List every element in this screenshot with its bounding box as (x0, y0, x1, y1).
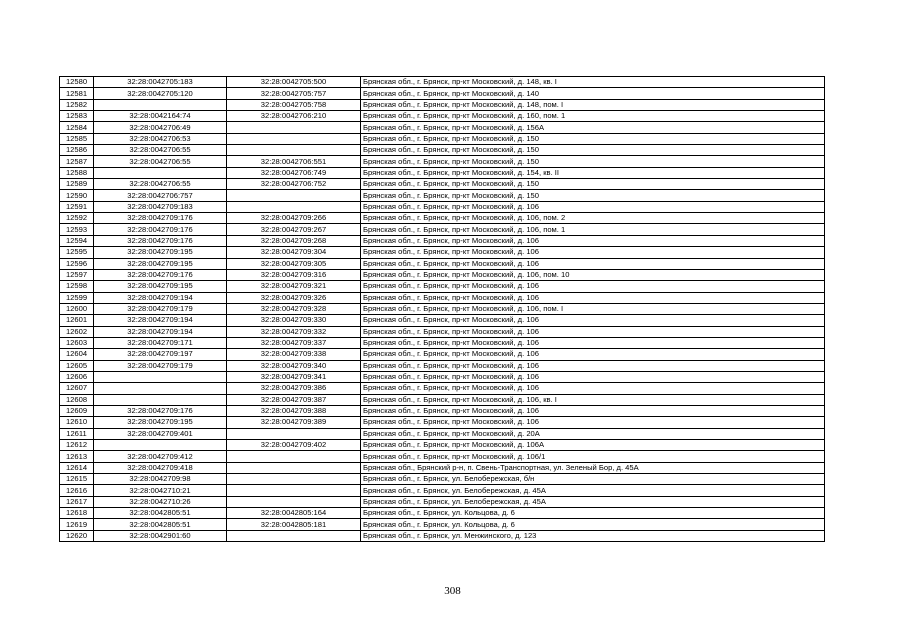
parcel-number-cell: 32:28:0042709:194 (94, 292, 227, 303)
row-number-cell: 12580 (60, 77, 94, 88)
object-number-cell: 32:28:0042709:267 (227, 224, 361, 235)
parcel-number-cell: 32:28:0042709:418 (94, 462, 227, 473)
parcel-number-cell (94, 394, 227, 405)
table-row (60, 292, 825, 303)
object-number-cell: 32:28:0042709:266 (227, 213, 361, 224)
object-number-cell: 32:28:0042705:758 (227, 99, 361, 110)
object-number-cell: 32:28:0042709:332 (227, 326, 361, 337)
table-row (60, 303, 825, 314)
row-number-cell: 12613 (60, 451, 94, 462)
address-cell: Брянская обл., г. Брянск, пр-кт Московский, д. 106 (361, 337, 825, 348)
object-number-cell: 32:28:0042709:341 (227, 371, 361, 382)
object-number-cell: 32:28:0042805:164 (227, 508, 361, 519)
row-number-cell: 12618 (60, 508, 94, 519)
address-cell: Брянская обл., г. Брянск, пр-кт Московский, д. 150 (361, 190, 825, 201)
address-cell: Брянская обл., г. Брянск, пр-кт Московский, д. 106А (361, 440, 825, 451)
parcel-number-cell: 32:28:0042710:26 (94, 496, 227, 507)
parcel-number-cell: 32:28:0042709:195 (94, 281, 227, 292)
object-number-cell: 32:28:0042706:210 (227, 111, 361, 122)
address-cell: Брянская обл., г. Брянск, пр-кт Московский, д. 160, пом. 1 (361, 111, 825, 122)
row-number-cell: 12620 (60, 530, 94, 541)
table-row (60, 269, 825, 280)
object-number-cell: 32:28:0042709:387 (227, 394, 361, 405)
parcel-number-cell: 32:28:0042709:401 (94, 428, 227, 439)
row-number-cell: 12584 (60, 122, 94, 133)
row-number-cell: 12596 (60, 258, 94, 269)
object-number-cell (227, 133, 361, 144)
parcel-number-cell: 32:28:0042709:195 (94, 417, 227, 428)
parcel-number-cell: 32:28:0042709:176 (94, 269, 227, 280)
object-number-cell: 32:28:0042709:340 (227, 360, 361, 371)
row-number-cell: 12610 (60, 417, 94, 428)
parcel-number-cell: 32:28:0042706:55 (94, 156, 227, 167)
object-number-cell: 32:28:0042709:326 (227, 292, 361, 303)
parcel-number-cell: 32:28:0042710:21 (94, 485, 227, 496)
parcel-number-cell: 32:28:0042706:49 (94, 122, 227, 133)
address-cell: Брянская обл., г. Брянск, пр-кт Московский, д. 106, пом. 1 (361, 224, 825, 235)
address-cell: Брянская обл., г. Брянск, пр-кт Московский, д. 106 (361, 235, 825, 246)
parcel-number-cell: 32:28:0042709:195 (94, 258, 227, 269)
parcel-number-cell: 32:28:0042706:55 (94, 179, 227, 190)
table-row (60, 190, 825, 201)
address-cell: Брянская обл., г. Брянск, пр-кт Московский, д. 106 (361, 405, 825, 416)
parcel-number-cell: 32:28:0042709:412 (94, 451, 227, 462)
address-cell: Брянская обл., г. Брянск, пр-кт Московский, д. 106 (361, 315, 825, 326)
address-cell: Брянская обл., г. Брянск, пр-кт Московский, д. 106, кв. I (361, 394, 825, 405)
row-number-cell: 12604 (60, 349, 94, 360)
parcel-number-cell: 32:28:0042709:176 (94, 235, 227, 246)
address-cell: Брянская обл., г. Брянск, пр-кт Московский, д. 106, пом. 10 (361, 269, 825, 280)
table-row (60, 349, 825, 360)
object-number-cell (227, 474, 361, 485)
address-cell: Брянская обл., г. Брянск, пр-кт Московский, д. 106, пом. 2 (361, 213, 825, 224)
parcel-number-cell: 32:28:0042709:171 (94, 337, 227, 348)
row-number-cell: 12592 (60, 213, 94, 224)
table-row (60, 179, 825, 190)
object-number-cell: 32:28:0042709:305 (227, 258, 361, 269)
row-number-cell: 12606 (60, 371, 94, 382)
object-number-cell (227, 485, 361, 496)
row-number-cell: 12590 (60, 190, 94, 201)
row-number-cell: 12616 (60, 485, 94, 496)
table-row (60, 224, 825, 235)
address-cell: Брянская обл., г. Брянск, пр-кт Московский, д. 106 (361, 360, 825, 371)
table-row (60, 77, 825, 88)
parcel-number-cell: 32:28:0042709:98 (94, 474, 227, 485)
row-number-cell: 12598 (60, 281, 94, 292)
parcel-number-cell: 32:28:0042709:194 (94, 326, 227, 337)
parcel-number-cell: 32:28:0042709:179 (94, 303, 227, 314)
table-row (60, 371, 825, 382)
address-cell: Брянская обл., г. Брянск, ул. Кольцова, д. 6 (361, 519, 825, 530)
table-row (60, 383, 825, 394)
object-number-cell: 32:28:0042709:330 (227, 315, 361, 326)
object-number-cell: 32:28:0042705:757 (227, 88, 361, 99)
table-row (60, 156, 825, 167)
address-cell: Брянская обл., г. Брянск, пр-кт Московский, д. 106 (361, 258, 825, 269)
table-row (60, 201, 825, 212)
table-row (60, 417, 825, 428)
object-number-cell: 32:28:0042705:500 (227, 77, 361, 88)
object-number-cell: 32:28:0042706:749 (227, 167, 361, 178)
parcel-number-cell: 32:28:0042709:179 (94, 360, 227, 371)
row-number-cell: 12603 (60, 337, 94, 348)
address-cell: Брянская обл., г. Брянск, ул. Белобережская, б/н (361, 474, 825, 485)
address-cell: Брянская обл., г. Брянск, пр-кт Московский, д. 106 (361, 247, 825, 258)
object-number-cell: 32:28:0042709:389 (227, 417, 361, 428)
parcel-number-cell: 32:28:0042805:51 (94, 519, 227, 530)
table-row (60, 145, 825, 156)
address-cell: Брянская обл., г. Брянск, пр-кт Московский, д. 106, пом. I (361, 303, 825, 314)
table-row (60, 258, 825, 269)
row-number-cell: 12602 (60, 326, 94, 337)
parcel-number-cell: 32:28:0042706:757 (94, 190, 227, 201)
parcel-number-cell: 32:28:0042706:55 (94, 145, 227, 156)
object-number-cell (227, 530, 361, 541)
cadastral-table (59, 76, 825, 542)
object-number-cell: 32:28:0042706:752 (227, 179, 361, 190)
parcel-number-cell (94, 440, 227, 451)
address-cell: Брянская обл., г. Брянск, ул. Кольцова, д. 6 (361, 508, 825, 519)
address-cell: Брянская обл., г. Брянск, пр-кт Московский, д. 106 (361, 349, 825, 360)
table-row (60, 88, 825, 99)
table-row (60, 485, 825, 496)
row-number-cell: 12583 (60, 111, 94, 122)
address-cell: Брянская обл., г. Брянск, пр-кт Московский, д. 106 (361, 201, 825, 212)
row-number-cell: 12589 (60, 179, 94, 190)
address-cell: Брянская обл., г. Брянск, ул. Белобережская, д. 45А (361, 485, 825, 496)
table-row (60, 428, 825, 439)
object-number-cell (227, 201, 361, 212)
address-cell: Брянская обл., г. Брянск, ул. Белобережская, д. 45А (361, 496, 825, 507)
object-number-cell: 32:28:0042709:388 (227, 405, 361, 416)
row-number-cell: 12611 (60, 428, 94, 439)
object-number-cell (227, 190, 361, 201)
object-number-cell (227, 462, 361, 473)
table-row (60, 281, 825, 292)
row-number-cell: 12615 (60, 474, 94, 485)
address-cell: Брянская обл., г. Брянск, пр-кт Московский, д. 106 (361, 281, 825, 292)
table-row (60, 496, 825, 507)
object-number-cell: 32:28:0042709:316 (227, 269, 361, 280)
address-cell: Брянская обл., г. Брянск, пр-кт Московский, д. 156А (361, 122, 825, 133)
object-number-cell (227, 145, 361, 156)
table-row (60, 326, 825, 337)
row-number-cell: 12607 (60, 383, 94, 394)
table-row (60, 474, 825, 485)
row-number-cell: 12586 (60, 145, 94, 156)
parcel-number-cell (94, 99, 227, 110)
object-number-cell: 32:28:0042805:181 (227, 519, 361, 530)
parcel-number-cell: 32:28:0042709:197 (94, 349, 227, 360)
table-row (60, 213, 825, 224)
table-row (60, 99, 825, 110)
table-row (60, 122, 825, 133)
table-row (60, 247, 825, 258)
object-number-cell: 32:28:0042709:321 (227, 281, 361, 292)
address-cell: Брянская обл., г. Брянск, пр-кт Московский, д. 150 (361, 156, 825, 167)
row-number-cell: 12600 (60, 303, 94, 314)
row-number-cell: 12617 (60, 496, 94, 507)
parcel-number-cell: 32:28:0042705:120 (94, 88, 227, 99)
object-number-cell (227, 428, 361, 439)
row-number-cell: 12595 (60, 247, 94, 258)
parcel-number-cell: 32:28:0042164:74 (94, 111, 227, 122)
parcel-number-cell: 32:28:0042901:60 (94, 530, 227, 541)
address-cell: Брянская обл., г. Брянск, пр-кт Московский, д. 150 (361, 145, 825, 156)
parcel-number-cell: 32:28:0042706:53 (94, 133, 227, 144)
cadastral-table-body (60, 77, 825, 542)
row-number-cell: 12619 (60, 519, 94, 530)
address-cell: Брянская обл., г. Брянск, пр-кт Московский, д. 20А (361, 428, 825, 439)
address-cell: Брянская обл., г. Брянск, пр-кт Московский, д. 140 (361, 88, 825, 99)
row-number-cell: 12599 (60, 292, 94, 303)
object-number-cell: 32:28:0042709:328 (227, 303, 361, 314)
parcel-number-cell (94, 371, 227, 382)
table-row (60, 337, 825, 348)
address-cell: Брянская обл., г. Брянск, пр-кт Московский, д. 106 (361, 292, 825, 303)
address-cell: Брянская обл., г. Брянск, пр-кт Московский, д. 106 (361, 326, 825, 337)
table-row (60, 133, 825, 144)
table-row (60, 111, 825, 122)
table-row (60, 235, 825, 246)
parcel-number-cell: 32:28:0042709:183 (94, 201, 227, 212)
parcel-number-cell: 32:28:0042709:195 (94, 247, 227, 258)
parcel-number-cell (94, 383, 227, 394)
object-number-cell: 32:28:0042709:337 (227, 337, 361, 348)
table-row (60, 405, 825, 416)
parcel-number-cell: 32:28:0042705:183 (94, 77, 227, 88)
page-number: 308 (444, 585, 461, 597)
address-cell: Брянская обл., г. Брянск, пр-кт Московский, д. 106 (361, 383, 825, 394)
table-row (60, 519, 825, 530)
row-number-cell: 12608 (60, 394, 94, 405)
row-number-cell: 12587 (60, 156, 94, 167)
row-number-cell: 12612 (60, 440, 94, 451)
row-number-cell: 12594 (60, 235, 94, 246)
parcel-number-cell: 32:28:0042709:176 (94, 405, 227, 416)
row-number-cell: 12585 (60, 133, 94, 144)
table-row (60, 440, 825, 451)
object-number-cell (227, 122, 361, 133)
parcel-number-cell: 32:28:0042709:194 (94, 315, 227, 326)
address-cell: Брянская обл., г. Брянск, пр-кт Московский, д. 148, пом. I (361, 99, 825, 110)
object-number-cell (227, 451, 361, 462)
row-number-cell: 12588 (60, 167, 94, 178)
table-row (60, 360, 825, 371)
address-cell: Брянская обл., г. Брянск, пр-кт Московский, д. 154, кв. II (361, 167, 825, 178)
object-number-cell: 32:28:0042709:268 (227, 235, 361, 246)
address-cell: Брянская обл., г. Брянск, ул. Менжинского, д. 123 (361, 530, 825, 541)
object-number-cell (227, 496, 361, 507)
object-number-cell: 32:28:0042709:386 (227, 383, 361, 394)
row-number-cell: 12614 (60, 462, 94, 473)
table-row (60, 462, 825, 473)
row-number-cell: 12581 (60, 88, 94, 99)
row-number-cell: 12601 (60, 315, 94, 326)
table-row (60, 530, 825, 541)
table-row (60, 394, 825, 405)
row-number-cell: 12593 (60, 224, 94, 235)
parcel-number-cell (94, 167, 227, 178)
table-row (60, 167, 825, 178)
address-cell: Брянская обл., г. Брянск, пр-кт Московский, д. 148, кв. I (361, 77, 825, 88)
row-number-cell: 12605 (60, 360, 94, 371)
parcel-number-cell: 32:28:0042709:176 (94, 224, 227, 235)
row-number-cell: 12582 (60, 99, 94, 110)
address-cell: Брянская обл., г. Брянск, пр-кт Московский, д. 106 (361, 417, 825, 428)
address-cell: Брянская обл., г. Брянск, пр-кт Московский, д. 106 (361, 371, 825, 382)
parcel-number-cell: 32:28:0042805:51 (94, 508, 227, 519)
table-row (60, 451, 825, 462)
address-cell: Брянская обл., г. Брянск, пр-кт Московский, д. 150 (361, 133, 825, 144)
row-number-cell: 12591 (60, 201, 94, 212)
object-number-cell: 32:28:0042706:551 (227, 156, 361, 167)
address-cell: Брянская обл., Брянский р-н, п. Свень-Транспортная, ул. Зеленый Бор, д. 45А (361, 462, 825, 473)
table-row (60, 315, 825, 326)
object-number-cell: 32:28:0042709:338 (227, 349, 361, 360)
row-number-cell: 12597 (60, 269, 94, 280)
row-number-cell: 12609 (60, 405, 94, 416)
object-number-cell: 32:28:0042709:304 (227, 247, 361, 258)
address-cell: Брянская обл., г. Брянск, пр-кт Московский, д. 106/1 (361, 451, 825, 462)
object-number-cell: 32:28:0042709:402 (227, 440, 361, 451)
address-cell: Брянская обл., г. Брянск, пр-кт Московский, д. 150 (361, 179, 825, 190)
table-row (60, 508, 825, 519)
parcel-number-cell: 32:28:0042709:176 (94, 213, 227, 224)
